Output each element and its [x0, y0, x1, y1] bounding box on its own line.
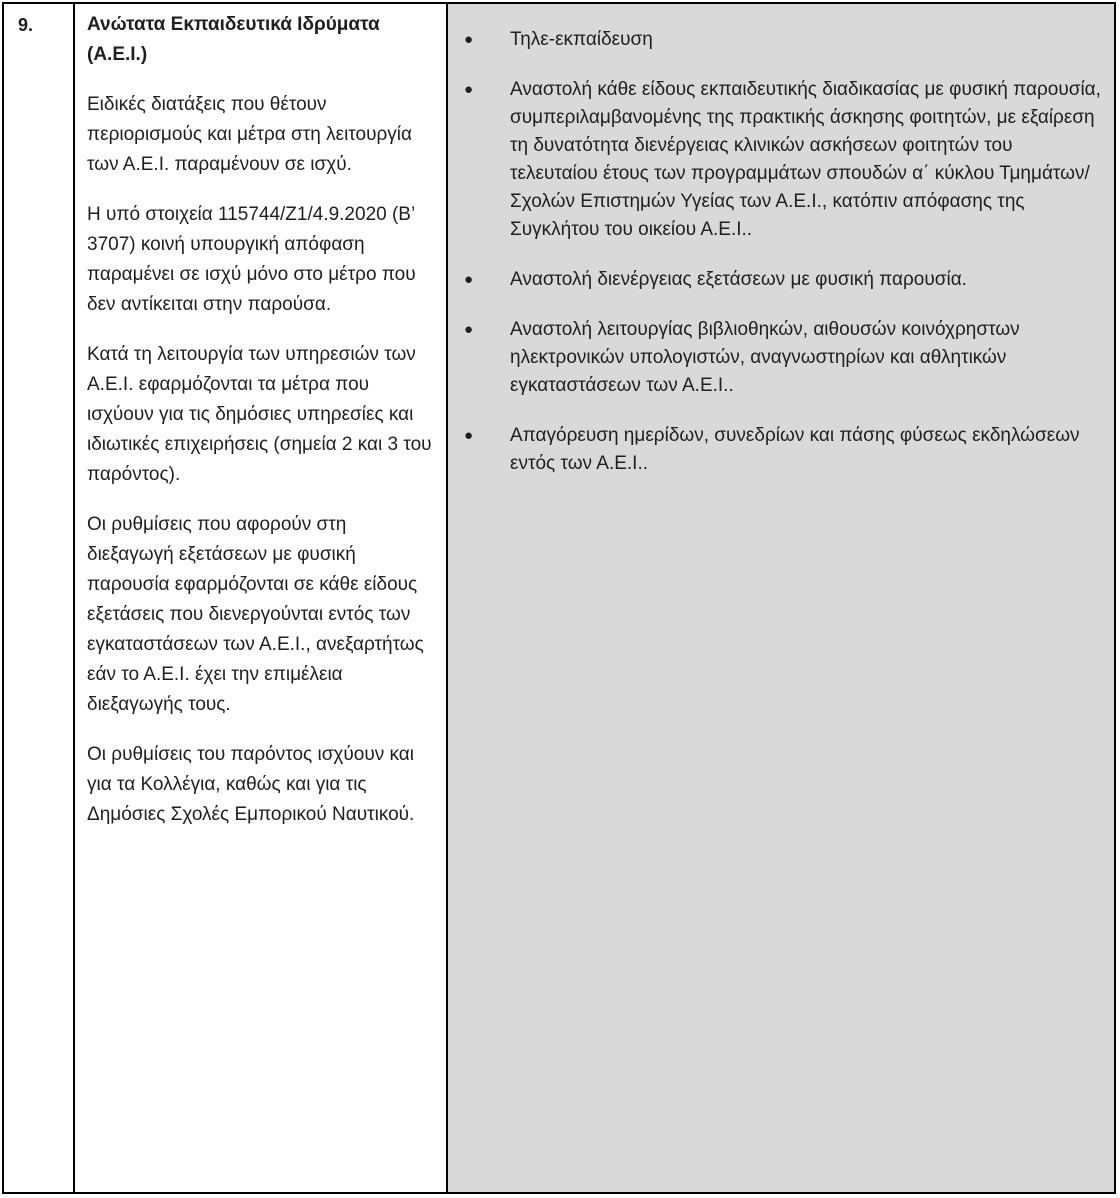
list-item-text: Απαγόρευση ημερίδων, συνεδρίων και πάσης φύσεως εκδηλώσεων εντός των Α.Ε.Ι.. — [510, 425, 1080, 474]
list-item-text: Αναστολή διενέργειας εξετάσεων με φυσική παρουσία. — [510, 269, 967, 290]
bullet-icon: ● — [464, 31, 474, 48]
list-item-text: Αναστολή λειτουργίας βιβλιοθηκών, αιθουσών κοινόχρηστων ηλεκτρονικών υπολογιστών, αναγνωστηρίων και αθλητικών εγκαταστάσεων των Α.Ε.Ι.. — [510, 319, 1020, 396]
description-paragraph: Κατά τη λειτουργία των υπηρεσιών των Α.Ε.Ι. εφαρμόζονται τα μέτρα που ισχύουν για τις δημόσιες υπηρεσίες και ιδιωτικές επιχειρήσεις (σημεία 2 και 3 του παρόντος). — [87, 344, 432, 485]
bullet-icon: ● — [464, 427, 474, 444]
row-number: 9. — [18, 15, 34, 35]
measures-cell — [448, 4, 1114, 1192]
list-item — [458, 422, 1104, 478]
bullet-icon: ● — [464, 81, 474, 98]
description-paragraph: Οι ρυθμίσεις του παρόντος ισχύουν και για τα Κολλέγια, καθώς και για τις Δημόσιες Σχολές Εμπορικού Ναυτικού. — [87, 744, 415, 825]
list-item-text: Αναστολή κάθε είδους εκπαιδευτικής διαδικασίας με φυσική παρουσία, συμπεριλαμβανομένης της πρακτικής άσκησης φοιτητών, με εξαίρεση τη δυνατότητα διενέργειας κλινικών ασκήσεων φοιτητών του τελευταίου έτους των προγραμμάτων σπουδών α΄ κύκλου Τμημάτων/Σχολών Επιστημών Υγείας των Α.Ε.Ι., κατόπιν απόφασης της Συγκλήτου του οικείου Α.Ε.Ι.. — [510, 79, 1101, 240]
list-item — [458, 26, 1104, 54]
list-item — [458, 76, 1104, 244]
row-number-cell — [4, 4, 75, 1192]
measures-list — [458, 26, 1104, 478]
list-item-text: Τηλε-εκπαίδευση — [510, 29, 653, 50]
bullet-icon: ● — [464, 321, 474, 338]
sector-description-cell — [75, 4, 448, 1192]
list-item — [458, 266, 1104, 294]
description-paragraph: Ειδικές διατάξεις που θέτουν περιορισμούς και μέτρα στη λειτουργία των Α.Ε.Ι. παραμένουν σε ισχύ. — [87, 94, 412, 175]
description-paragraph: Η υπό στοιχεία 115744/Ζ1/4.9.2020 (Β’ 3707) κοινή υπουργική απόφαση παραμένει σε ισχύ μόνο στο μέτρο που δεν αντίκειται στην παρούσα. — [87, 204, 416, 315]
list-item — [458, 316, 1104, 400]
sector-title: Ανώτατα Εκπαιδευτικά Ιδρύματα (Α.Ε.Ι.) — [87, 14, 380, 65]
description-paragraph: Οι ρυθμίσεις που αφορούν στη διεξαγωγή εξετάσεων με φυσική παρουσία εφαρμόζονται σε κάθε είδους εξετάσεις που διενεργούνται εντός των εγκαταστάσεων των Α.Ε.Ι., ανεξαρτήτως εάν το Α.Ε.Ι. έχει την επιμέλεια διεξαγωγής τους. — [87, 514, 424, 715]
bullet-icon: ● — [464, 271, 474, 288]
measures-table — [2, 2, 1116, 1194]
